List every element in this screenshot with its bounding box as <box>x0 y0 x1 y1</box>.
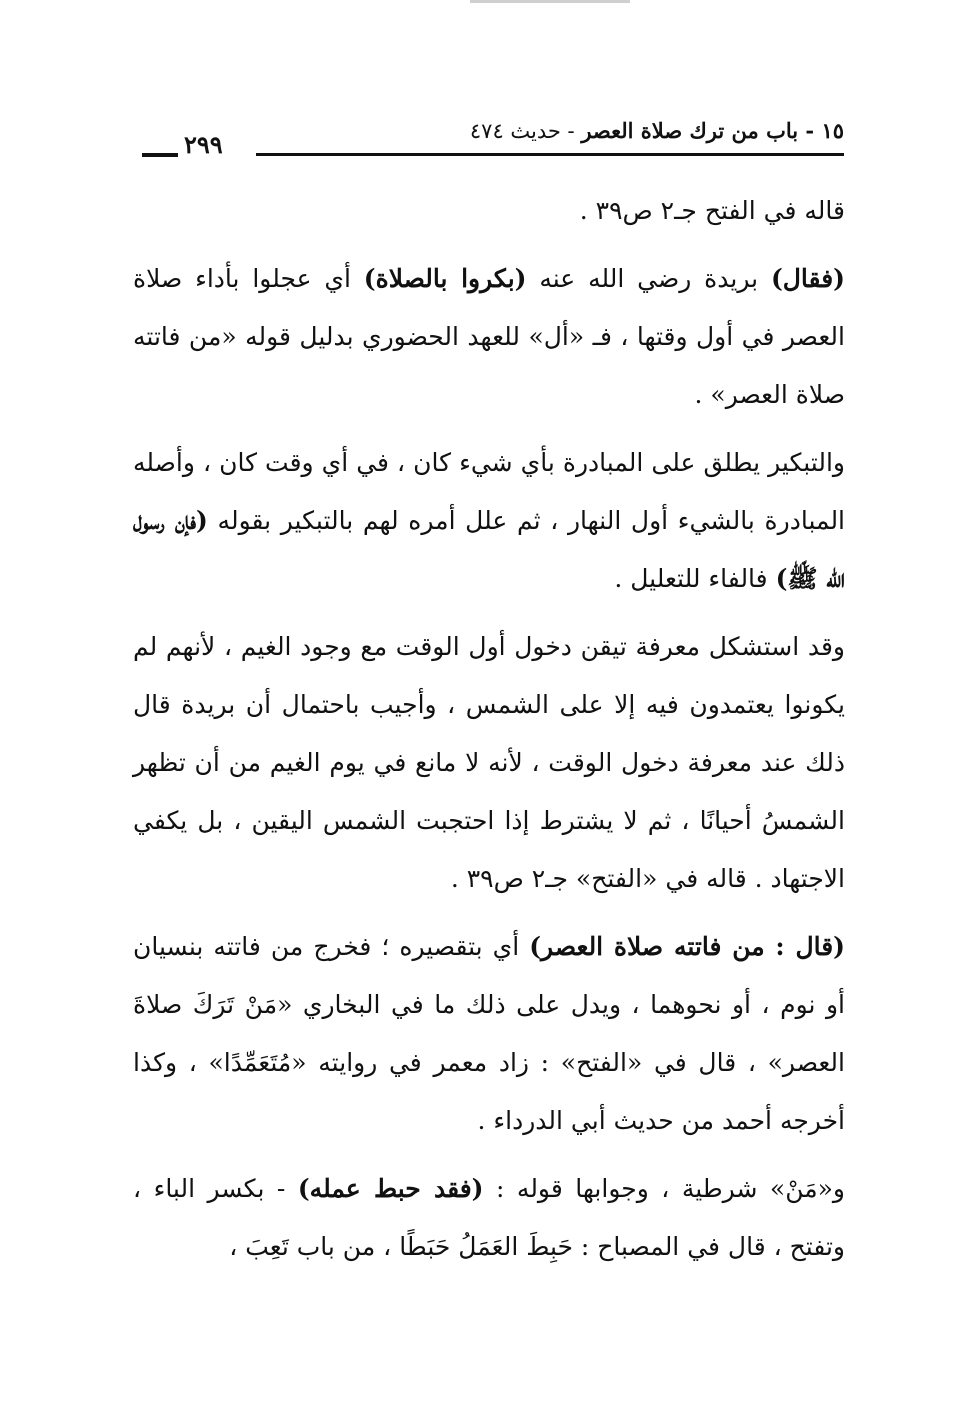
commentary-text: والتبكير يطلق على المبادرة بأي شيء كان ، في أي وقت كان ، وأصله المبادرة بالشيء أول النهار ، ثم علل أمره لهم بالتبكير بقوله <box>133 448 846 535</box>
paragraph <box>133 618 845 908</box>
paragraph <box>133 1160 845 1276</box>
header-rule <box>256 153 844 156</box>
scan-artifact <box>470 0 630 3</box>
paragraph <box>133 182 845 240</box>
commentary-text: قاله في الفتح جـ٢ ص٣٩ . <box>579 196 845 225</box>
commentary-text: - بكسر الباء ، وتفتح ، قال في المصباح : حَبِطَ العَمَلُ حَبَطًا ، من باب تَعِبَ ، <box>133 1174 845 1261</box>
commentary-text: وقد استشكل معرفة تيقن دخول أول الوقت مع وجود الغيم ، لأنهم لم يكونوا يعتمدون فيه إلا على الشمس ، وأجيب باحتمال أن بريدة قال ذلك عند معرفة دخول الوقت ، لأنه لا مانع في يوم الغيم من أن تظهر الشمسُ أحيانًا ، ثم لا يشترط إذا احتجبت الشمس اليقين ، بل يكفي الاجتهاد . قاله في «الفتح» جـ٢ ص٣٩ . <box>133 632 845 893</box>
commentary-text: و«مَنْ» شرطية ، وجوابها قوله : <box>483 1174 845 1203</box>
commentary-text: أي بتقصيره ؛ فخرج من فاتته بنسيان أو نوم ، أو نحوهما ، ويدل على ذلك ما في البخاري «مَنْ تَرَكَ صلاةَ العصر» ، قال في «الفتح» : زاد معمر في روايته «مُتَعَمِّدًا» ، وكذا أخرجه أحمد من حديث أبي الدرداء . <box>133 932 845 1135</box>
page-number: ٢٩٩ <box>184 130 223 159</box>
quoted-matn: (فإن رسول الله ﷺ) <box>133 506 845 593</box>
quoted-matn: (قال : من فاتته صلاة العصر) <box>529 932 846 961</box>
commentary-text: فالفاء للتعليل . <box>614 564 776 593</box>
commentary-text: بريدة رضي الله عنه <box>526 264 771 293</box>
running-header <box>132 112 844 162</box>
chapter-title-text: ١٥ - باب من ترك صلاة العصر <box>581 118 844 143</box>
page-number-dash <box>142 153 178 157</box>
quoted-matn: (بكروا بالصلاة) <box>363 264 527 293</box>
paragraph <box>133 918 845 1150</box>
main-text <box>133 182 845 1322</box>
hadith-reference: - حديث ٤٧٤ <box>469 119 582 143</box>
quoted-matn: (فقد حبط عمله) <box>297 1174 484 1203</box>
paragraph <box>133 250 845 424</box>
commentary-text: أي عجلوا بأداء صلاة العصر في أول وقتها ، فـ «أل» للعهد الحضوري بدليل قوله «من فاتته صلاة العصر» . <box>133 264 845 409</box>
chapter-title <box>470 118 844 143</box>
quoted-matn: (فقال) <box>770 264 845 293</box>
paragraph <box>133 434 845 608</box>
